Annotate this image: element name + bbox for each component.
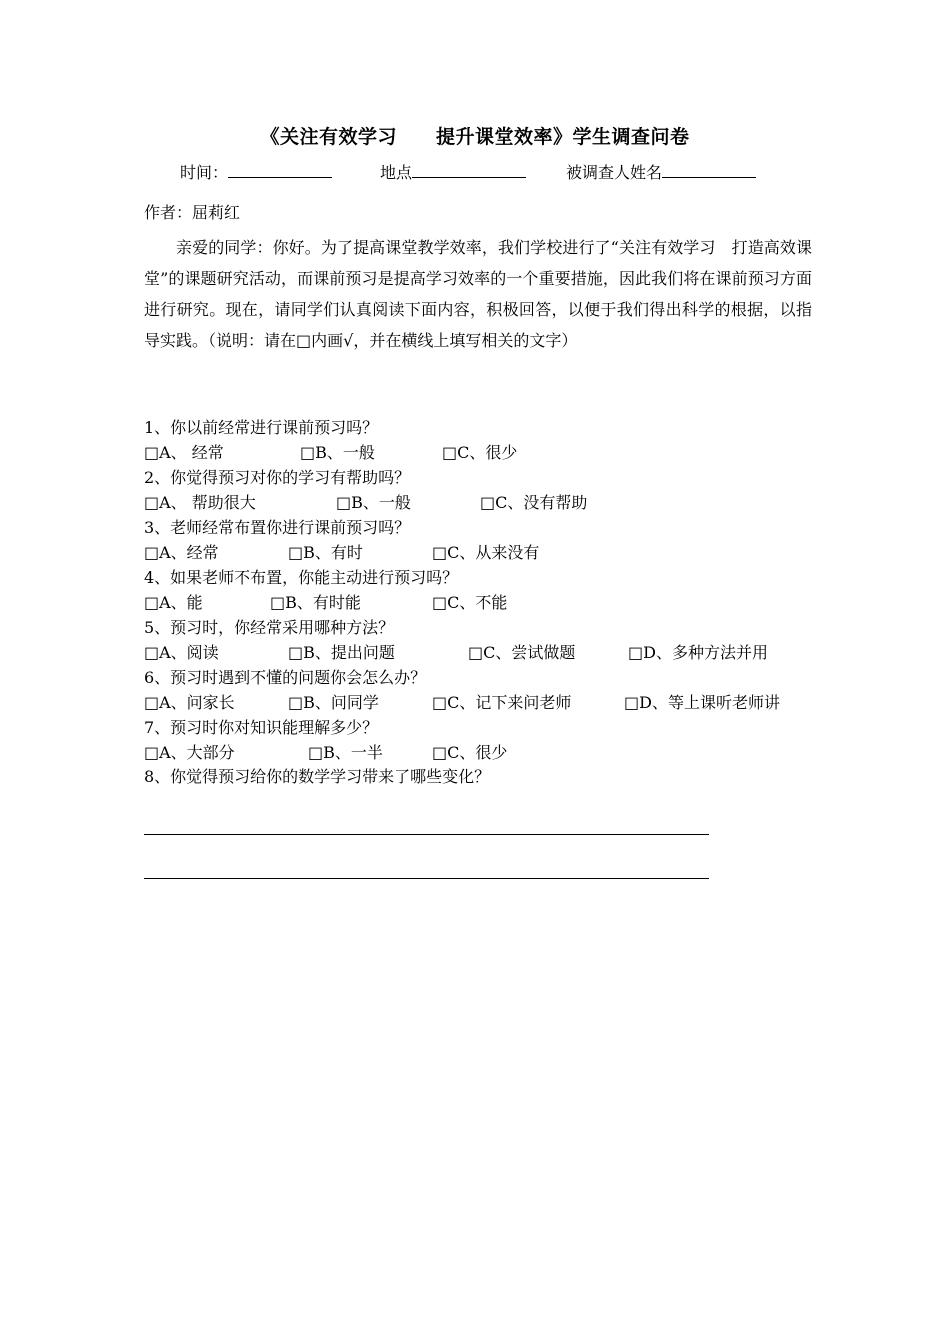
question-1: 1、你以前经常进行课前预习吗？ [144, 418, 379, 437]
option-checkbox[interactable]: □C、很少 [432, 743, 508, 762]
option-checkbox[interactable]: □D、等上课听老师讲 [624, 693, 780, 712]
option-checkbox[interactable]: □A、能 [144, 593, 203, 612]
option-checkbox[interactable]: □B、一般 [336, 493, 411, 512]
option-checkbox[interactable]: □B、一般 [300, 443, 375, 462]
question-5: 5、预习时，你经常采用哪种方法？ [144, 618, 395, 637]
question-2: 2、你觉得预习对你的学习有帮助吗？ [144, 468, 411, 487]
name-label: 被调查人姓名 [566, 163, 663, 182]
option-checkbox[interactable]: □B、有时 [288, 543, 363, 562]
option-checkbox[interactable]: □C、从来没有 [432, 543, 540, 562]
question-3: 3、老师经常布置你进行课前预习吗？ [144, 518, 411, 537]
option-checkbox[interactable]: □C、不能 [432, 593, 508, 612]
option-checkbox[interactable]: □A、问家长 [144, 693, 235, 712]
time-field[interactable] [228, 161, 332, 178]
answer-line[interactable] [144, 878, 709, 879]
place-field[interactable] [412, 161, 526, 178]
time-label: 时间： [180, 163, 229, 182]
option-checkbox[interactable]: □C、很少 [442, 443, 518, 462]
option-checkbox[interactable]: □A、阅读 [144, 643, 219, 662]
question-8: 8、你觉得预习给你的数学学习带来了哪些变化？ [144, 767, 491, 786]
intro-paragraph: 亲爱的同学：你好。为了提高课堂教学效率，我们学校进行了“关注有效学习 打造高效课堂”的课题研究活动，而课前预习是提高学习效率的一个重要措施，因此我们将在课前预习方面进行研究。现在，请同学们认真阅读下面内容，积极回答，以便于我们得出科学的根据，以指导实践。（说明：请在□内画√，并在横线上填写相关的文字） [144, 238, 812, 350]
option-checkbox[interactable]: □A、大部分 [144, 743, 235, 762]
respondent-info-line [180, 160, 756, 183]
author-line: 作者：屈莉红 [144, 203, 241, 222]
answer-line[interactable] [144, 834, 709, 835]
option-checkbox[interactable]: □C、记下来问老师 [432, 693, 572, 712]
option-checkbox[interactable]: □D、多种方法并用 [628, 643, 768, 662]
option-checkbox[interactable]: □B、问同学 [288, 693, 379, 712]
option-checkbox[interactable]: □A、 帮助很大 [144, 493, 256, 512]
option-checkbox[interactable]: □B、有时能 [270, 593, 361, 612]
place-label: 地点 [380, 163, 413, 182]
option-checkbox[interactable]: □B、一半 [308, 743, 383, 762]
name-field[interactable] [662, 161, 756, 178]
question-4: 4、如果老师不布置，你能主动进行预习吗？ [144, 568, 459, 587]
option-checkbox[interactable]: □B、提出问题 [288, 643, 395, 662]
question-7: 7、预习时你对知识能理解多少？ [144, 718, 379, 737]
option-checkbox[interactable]: □A、 经常 [144, 443, 224, 462]
question-6: 6、预习时遇到不懂的问题你会怎么办？ [144, 668, 427, 687]
page-title: 《关注有效学习 提升课堂效率》学生调查问卷 [260, 126, 690, 148]
option-checkbox[interactable]: □A、经常 [144, 543, 219, 562]
option-checkbox[interactable]: □C、没有帮助 [480, 493, 588, 512]
option-checkbox[interactable]: □C、尝试做题 [468, 643, 576, 662]
